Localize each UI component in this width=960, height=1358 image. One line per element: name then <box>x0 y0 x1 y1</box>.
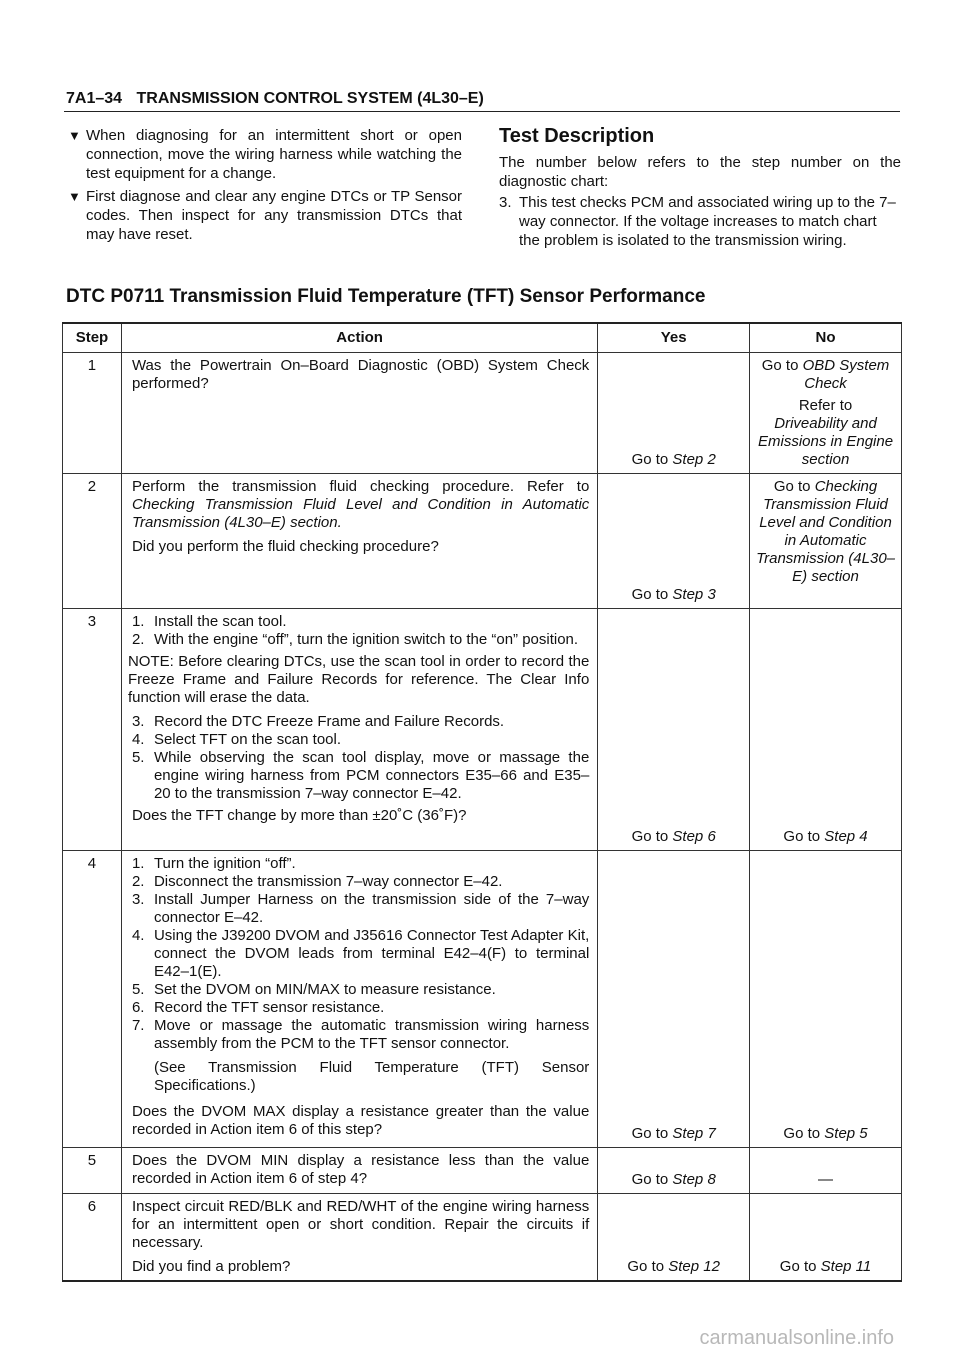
table-row <box>63 1148 902 1194</box>
step-number: 6 <box>63 1194 122 1282</box>
action-item <box>132 613 589 631</box>
action-cell <box>121 353 597 474</box>
action-reference[interactable]: Checking Transmission Fluid Level and Condition in Automatic Transmission (4L30–E) section. <box>131 496 590 531</box>
item-number: 2. <box>131 631 145 648</box>
yes-cell <box>598 851 750 1148</box>
test-description-item <box>499 193 901 250</box>
no-step-link[interactable]: OBD System Check <box>802 357 890 392</box>
diagnostic-table <box>62 322 902 1282</box>
yes-step-link[interactable]: Step 6 <box>672 828 716 845</box>
go-to-label: Go to <box>761 357 799 374</box>
table-title: DTC P0711 Transmission Fluid Temperature (TFT) Sensor Performance <box>66 286 706 307</box>
item-text: Using the J39200 DVOM and J35616 Connector Test Adapter Kit, connect the DVOM leads from terminal E42–4(F) to terminal E42–1(E). <box>153 927 590 980</box>
no-step-link[interactable]: Checking Transmission Fluid Level and Condition in Automatic Transmission (4L30–E) section <box>756 478 896 585</box>
page-header <box>66 90 484 108</box>
no-step-link[interactable]: Step 4 <box>824 828 868 845</box>
yes-cell <box>598 609 750 851</box>
page-code: 7A1–34 <box>66 90 123 107</box>
col-header-action: Action <box>121 323 597 353</box>
action-text: Was the Powertrain On–Board Diagnostic (OBD) System Check performed? <box>131 357 590 392</box>
table-row <box>63 474 902 609</box>
action-question: Does the DVOM MAX display a resistance greater than the value recorded in Action item 6 of this step? <box>131 1103 590 1138</box>
action-text: Inspect circuit RED/BLK and RED/WHT of the engine wiring harness for an intermittent open or short condition. Repair the circuits if necessary. <box>131 1198 590 1251</box>
step-number: 4 <box>63 851 122 1148</box>
item-number: 7. <box>131 1017 145 1034</box>
action-cell <box>121 474 597 609</box>
item-text: Install Jumper Harness on the transmission side of the 7–way connector E–42. <box>153 891 590 926</box>
action-item <box>132 1017 589 1053</box>
table-row <box>63 851 902 1148</box>
action-cell <box>121 851 597 1148</box>
item-text: Disconnect the transmission 7–way connector E–42. <box>153 873 503 890</box>
action-text: Perform the transmission fluid checking procedure. Refer to <box>131 478 590 495</box>
table-header-row <box>63 323 902 353</box>
col-header-step: Step <box>63 323 122 353</box>
yes-step-link[interactable]: Step 12 <box>668 1258 720 1275</box>
yes-step-link[interactable]: Step 2 <box>672 451 716 468</box>
item-number: 5. <box>131 749 145 766</box>
item-number: 2. <box>131 873 145 890</box>
yes-cell <box>598 1194 750 1282</box>
step-number: 2 <box>63 474 122 609</box>
no-cell <box>750 353 902 474</box>
no-cell <box>750 474 902 609</box>
action-cell <box>121 609 597 851</box>
action-item <box>132 981 589 999</box>
go-to-label: Go to <box>783 1125 821 1142</box>
go-to-label: Go to <box>631 586 669 603</box>
yes-cell <box>598 353 750 474</box>
action-item <box>132 873 589 891</box>
triangle-bullet-icon: ▼ <box>68 189 81 204</box>
note-bullet <box>68 126 462 183</box>
triangle-bullet-icon: ▼ <box>68 128 81 143</box>
yes-step-link[interactable]: Step 7 <box>672 1125 716 1142</box>
step-number: 3 <box>63 609 122 851</box>
item-number: 4. <box>131 927 145 944</box>
col-header-no: No <box>750 323 902 353</box>
go-to-label: Go to <box>773 478 811 495</box>
item-text: Install the scan tool. <box>153 613 287 630</box>
action-item <box>132 631 589 649</box>
item-text: Record the DTC Freeze Frame and Failure Records. <box>153 713 505 730</box>
item-number: 1. <box>131 855 145 872</box>
go-to-label: Go to <box>631 1171 669 1188</box>
no-dash: — <box>818 1171 834 1188</box>
refer-to-label: Refer to <box>798 397 853 414</box>
action-item <box>132 891 589 927</box>
action-see-note: (See Transmission Fluid Temperature (TFT) Sensor Specifications.) <box>153 1059 590 1094</box>
action-item <box>132 999 589 1017</box>
step-number: 1 <box>63 353 122 474</box>
item-number: 4. <box>131 731 145 748</box>
item-number: 3. <box>499 194 512 211</box>
action-note: NOTE: Before clearing DTCs, use the scan tool in order to record the Freeze Frame and Failure Records for reference. The Clear Info function will erase the data. <box>127 653 590 706</box>
go-to-label: Go to <box>783 828 821 845</box>
item-number: 6. <box>131 999 145 1016</box>
no-cell <box>750 1148 902 1194</box>
test-description <box>499 124 901 250</box>
refer-link[interactable]: Driveability and Emissions in Engine section <box>757 415 894 468</box>
notes-column <box>68 126 462 248</box>
action-item <box>132 927 589 981</box>
item-number: 5. <box>131 981 145 998</box>
yes-cell <box>598 474 750 609</box>
item-number: 3. <box>131 713 145 730</box>
action-question: Did you perform the fluid checking procedure? <box>131 538 439 555</box>
table-row <box>63 609 902 851</box>
action-item <box>132 749 589 803</box>
col-header-yes: Yes <box>598 323 750 353</box>
yes-step-link[interactable]: Step 3 <box>672 586 716 603</box>
note-bullet <box>68 187 462 244</box>
item-text: This test checks PCM and associated wiring up to the 7–way connector. If the voltage increases to match chart the problem is isolated to the transmission wiring. <box>519 194 896 249</box>
action-text: Does the DVOM MIN display a resistance less than the value recorded in Action item 6 of step 4? <box>131 1152 590 1187</box>
go-to-label: Go to <box>631 828 669 845</box>
table-row <box>63 1194 902 1282</box>
no-cell <box>750 1194 902 1282</box>
action-question: Does the TFT change by more than ±20˚C (36˚F)? <box>131 807 467 824</box>
go-to-label: Go to <box>779 1258 817 1275</box>
action-item <box>132 731 589 749</box>
item-text: Record the TFT sensor resistance. <box>153 999 385 1016</box>
page-section-title: TRANSMISSION CONTROL SYSTEM (4L30–E) <box>136 90 484 107</box>
no-cell <box>750 609 902 851</box>
header-rule <box>64 111 900 112</box>
note-text: First diagnose and clear any engine DTCs or TP Sensor codes. Then inspect for any transmission DTCs that may have reset. <box>86 188 462 243</box>
item-number: 1. <box>131 613 145 630</box>
no-cell <box>750 851 902 1148</box>
note-text: When diagnosing for an intermittent short or open connection, move the wiring harness while watching the test equipment for a change. <box>86 127 462 182</box>
action-cell <box>121 1148 597 1194</box>
action-question: Did you find a problem? <box>131 1258 291 1275</box>
item-text: Set the DVOM on MIN/MAX to measure resistance. <box>153 981 496 998</box>
yes-step-link[interactable]: Step 8 <box>672 1171 716 1188</box>
no-step-link[interactable]: Step 5 <box>824 1125 868 1142</box>
step-number: 5 <box>63 1148 122 1194</box>
item-text: Move or massage the automatic transmission wiring harness assembly from the PCM to the TFT sensor connector. <box>153 1017 590 1052</box>
item-text: While observing the scan tool display, move or massage the engine wiring harness from PCM connectors E35–66 and E35–20 to the transmission 7–way connector E–42. <box>153 749 590 802</box>
no-step-link[interactable]: Step 11 <box>820 1258 872 1275</box>
action-cell <box>121 1194 597 1282</box>
action-item <box>132 855 589 873</box>
test-description-heading: Test Description <box>499 125 655 147</box>
table-row <box>63 353 902 474</box>
item-text: Turn the ignition “off”. <box>153 855 296 872</box>
go-to-label: Go to <box>631 1125 669 1142</box>
go-to-label: Go to <box>627 1258 665 1275</box>
item-number: 3. <box>131 891 145 908</box>
action-item <box>132 713 589 731</box>
watermark: carmanualsonline.info <box>699 1327 894 1349</box>
yes-cell <box>598 1148 750 1194</box>
test-description-intro: The number below refers to the step number on the diagnostic chart: <box>499 154 901 190</box>
item-text: With the engine “off”, turn the ignition switch to the “on” position. <box>153 631 579 648</box>
item-text: Select TFT on the scan tool. <box>153 731 341 748</box>
go-to-label: Go to <box>631 451 669 468</box>
